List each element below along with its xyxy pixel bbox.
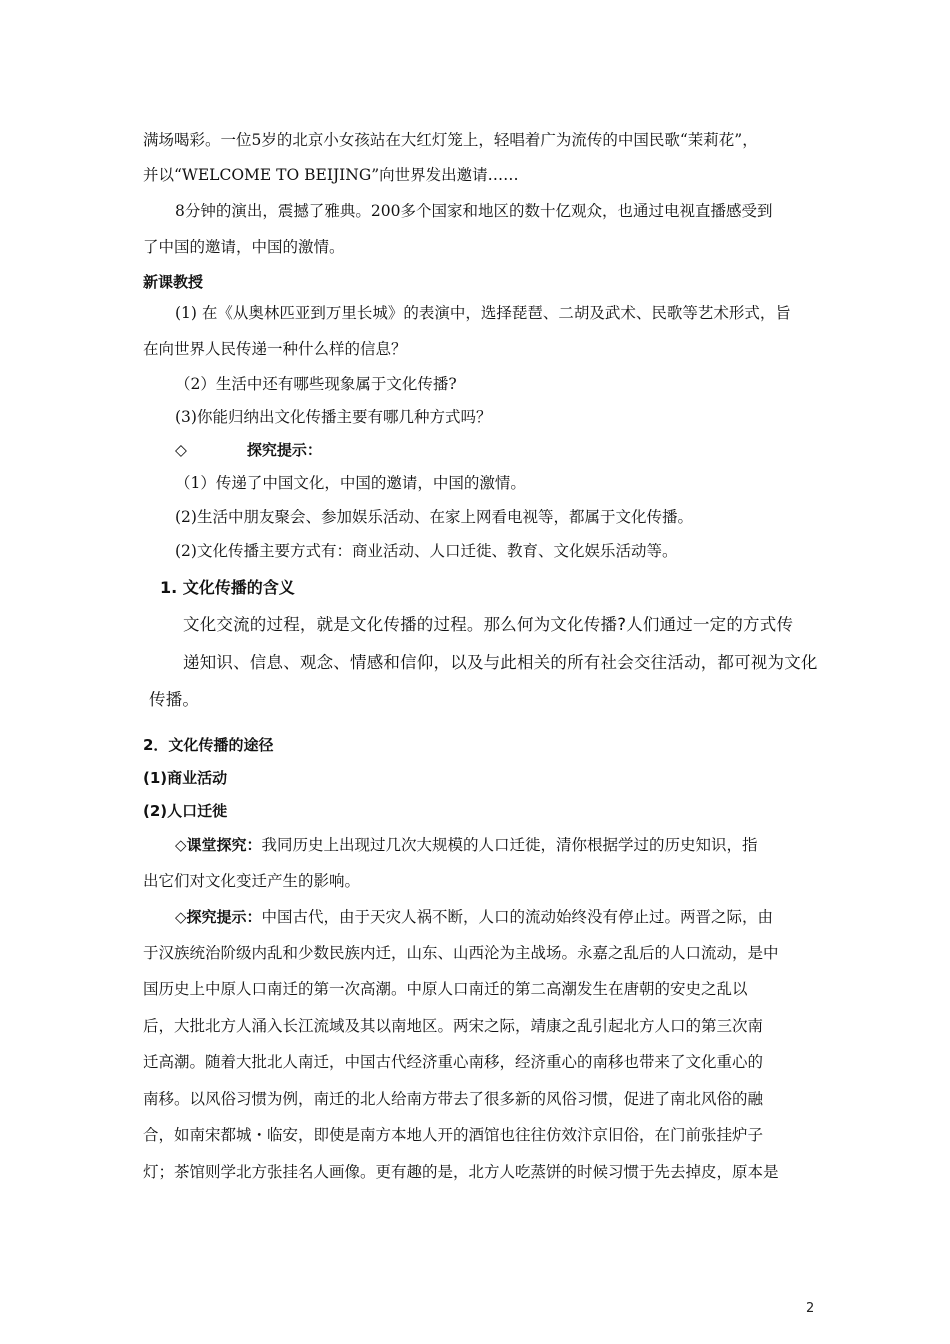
hint2-line: 合，如南宋都城・临安，即使是南方本地人开的酒馆也往往仿效汴京旧俗，在门前张挂炉子	[143, 1126, 764, 1144]
classroom-inquiry-line: 出它们对文化变迁产生的影响。	[143, 872, 361, 890]
hint2-label: ◇探究提示：	[175, 908, 262, 926]
definition-line: 传播。	[149, 690, 200, 709]
hint2-line: 灯；茶馆则学北方张挂名人画像。更有趣的是，北方人吃蒸饼的时候习惯于先去掉皮，原本是	[143, 1163, 779, 1181]
paragraph-line: 满场喝彩。一位5岁的北京小女孩站在大红灯笼上，轻唱着广为流传的中国民歌“茉莉花”，	[143, 131, 758, 149]
subheading-migration: (2)人口迁徙	[143, 802, 228, 820]
heading-culture-meaning: 1. 文化传播的含义	[160, 578, 295, 597]
hint-title: 探究提示：	[246, 441, 322, 459]
hint-answer-2: (2)生活中朋友聚会、参加娱乐活动、在家上网看电视等，都属于文化传播。	[175, 508, 693, 526]
hint2-line: 于汉族统治阶级内乱和少数民族内迁，山东、山西沦为主战场。永嘉之乱后的人口流动，是中	[143, 944, 779, 962]
hint2-line	[175, 906, 845, 928]
classroom-inquiry-text: 我同历史上出现过几次大规模的人口迁徙，清你根据学过的历史知识，指	[261, 836, 758, 854]
paragraph-line: 并以“WELCOME TO BEIJING”向世界发出邀请……	[143, 166, 519, 184]
page-number: 2	[806, 1301, 815, 1316]
hint2-text: 中国古代，由于天灾人祸不断，人口的流动始终没有停止过。两晋之际，由	[261, 908, 774, 926]
question-1-line: (1) 在《从奥林匹亚到万里长城》的表演中，选择琵琶、二胡及武术、民歌等艺术形式，旨	[175, 304, 791, 322]
section-heading-new-lesson: 新课教授	[143, 273, 204, 291]
question-3: (3)你能归纳出文化传播主要有哪几种方式吗？	[175, 408, 492, 426]
hint2-line: 迁高潮。随着大批北人南迁，中国古代经济重心南移，经济重心的南移也带来了文化重心的	[143, 1053, 764, 1071]
hint2-line: 南移。以风俗习惯为例，南迁的北人给南方带去了很多新的风俗习惯，促进了南北风俗的融	[143, 1090, 764, 1108]
classroom-inquiry-label: ◇课堂探究：	[175, 836, 262, 854]
hint-answer-1: （1）传递了中国文化，中国的邀请，中国的激情。	[175, 474, 526, 492]
question-1-line: 在向世界人民传递一种什么样的信息？	[143, 340, 407, 358]
hint2-line: 后，大批北方人涌入长江流域及其以南地区。两宋之际，靖康之乱引起北方人口的第三次南	[143, 1017, 764, 1035]
definition-line: 文化交流的过程，就是文化传播的过程。那么何为文化传播?人们通过一定的方式传	[183, 615, 794, 634]
subheading-commerce: (1)商业活动	[143, 769, 228, 787]
classroom-inquiry-line	[175, 834, 845, 856]
question-2: （2）生活中还有哪些现象属于文化传播?	[175, 375, 457, 393]
heading-culture-channels: 2．文化传播的途径	[143, 736, 274, 754]
hint-heading	[175, 439, 845, 461]
hint2-line: 国历史上中原人口南迁的第一次高潮。中原人口南迁的第二高潮发生在唐朝的安史之乱以	[143, 980, 748, 998]
definition-line: 递知识、信息、观念、情感和信仰，以及与此相关的所有社会交往活动，都可视为文化	[183, 653, 818, 672]
hint-answer-3: (2)文化传播主要方式有：商业活动、人口迁徙、教育、文化娱乐活动等。	[175, 542, 678, 560]
paragraph-line: 了中国的邀请，中国的激情。	[143, 238, 345, 256]
paragraph-line: 8分钟的演出，震撼了雅典。200多个国家和地区的数十亿观众，也通过电视直播感受到	[175, 202, 773, 220]
diamond-icon: ◇	[175, 441, 187, 459]
